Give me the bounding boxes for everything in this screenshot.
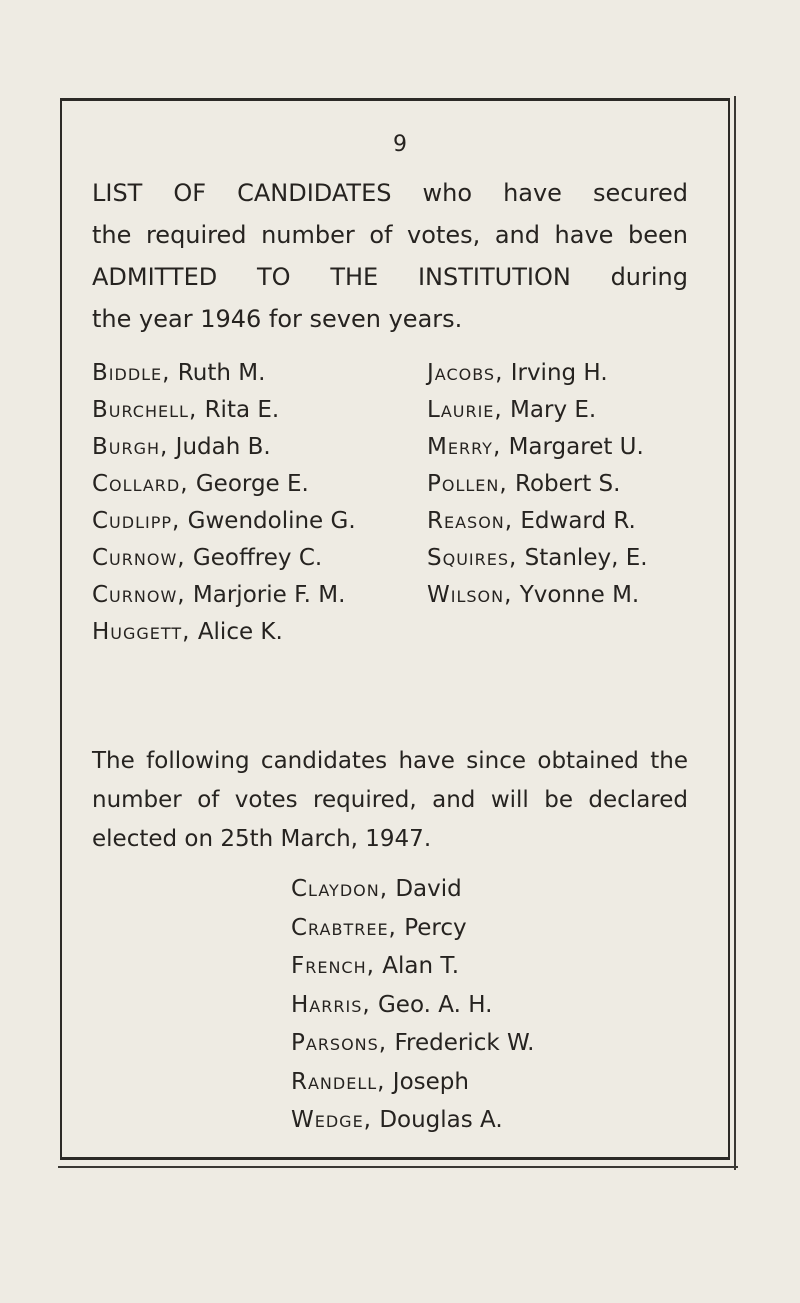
heading-line-1: LIST OF CANDIDATES who have secured bbox=[92, 179, 688, 207]
admitted-list-right bbox=[427, 355, 648, 614]
candidate-name: Collard, George E. bbox=[92, 471, 309, 497]
following-paragraph bbox=[92, 742, 688, 859]
candidate-name: Laurie, Mary E. bbox=[427, 397, 597, 423]
heading-line-3: ADMITTED TO THE INSTITUTION during bbox=[92, 263, 688, 291]
elected-name: Parsons, Frederick W. bbox=[291, 1030, 535, 1056]
elected-name: Wedge, Douglas A. bbox=[291, 1107, 503, 1133]
elected-list bbox=[291, 870, 534, 1140]
admitted-list-left bbox=[92, 355, 356, 651]
candidate-name: Burchell, Rita E. bbox=[92, 397, 280, 423]
page-border-bottom-rule bbox=[58, 1166, 738, 1168]
heading-line-4: the year 1946 for seven years. bbox=[92, 305, 463, 333]
candidate-name: Squires, Stanley, E. bbox=[427, 545, 648, 571]
heading-line-2: the required number of votes, and have been bbox=[92, 221, 688, 249]
following-line-3: elected on 25th March, 1947. bbox=[92, 826, 432, 852]
candidate-name: Curnow, Marjorie F. M. bbox=[92, 582, 346, 608]
list-heading bbox=[92, 172, 688, 340]
candidate-name: Burgh, Judah B. bbox=[92, 434, 271, 460]
candidate-name: Huggett, Alice K. bbox=[92, 619, 283, 645]
page-number: 9 bbox=[393, 132, 407, 157]
elected-name: Randell, Joseph bbox=[291, 1068, 469, 1095]
page-border-right-rule bbox=[734, 96, 736, 1170]
elected-name: Crabtree, Percy bbox=[291, 914, 467, 941]
candidate-name: Reason, Edward R. bbox=[427, 508, 636, 534]
following-line-1: The following candidates have since obtained the bbox=[92, 748, 688, 774]
candidate-name: Curnow, Geoffrey C. bbox=[92, 545, 323, 571]
elected-name: Claydon, David bbox=[291, 876, 462, 902]
following-line-2: number of votes required, and will be declared bbox=[92, 787, 688, 813]
candidate-name: Biddle, Ruth M. bbox=[92, 360, 266, 386]
candidate-name: Wilson, Yvonne M. bbox=[427, 582, 640, 608]
elected-name: French, Alan T. bbox=[291, 953, 460, 979]
candidate-name: Jacobs, Irving H. bbox=[427, 360, 608, 386]
candidate-name: Pollen, Robert S. bbox=[427, 471, 621, 497]
elected-name: Harris, Geo. A. H. bbox=[291, 991, 493, 1018]
candidate-name: Merry, Margaret U. bbox=[427, 434, 644, 460]
candidate-name: Cudlipp, Gwendoline G. bbox=[92, 508, 356, 534]
